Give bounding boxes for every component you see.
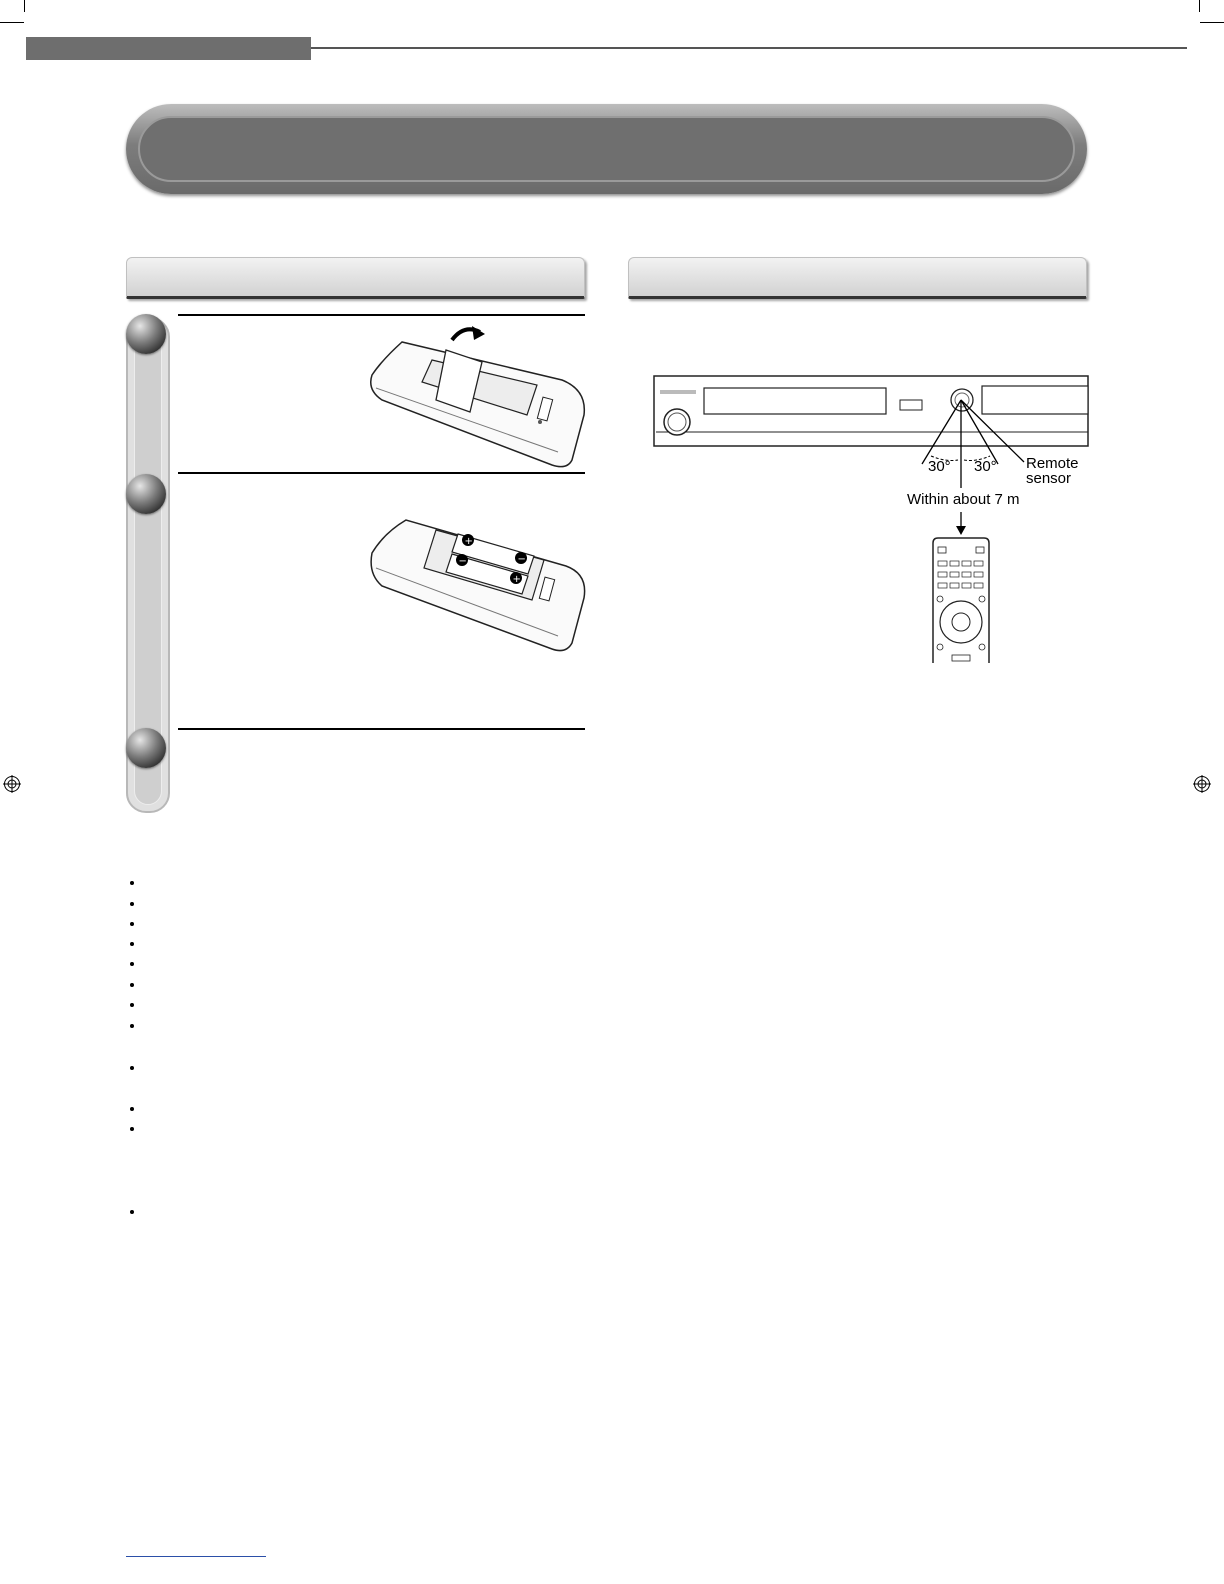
sensor-label-line1: Remote — [1026, 455, 1079, 472]
step-1-rule — [178, 314, 585, 316]
registration-mark-icon — [3, 775, 21, 793]
header-rule — [311, 47, 1187, 49]
step-3-rule — [178, 728, 585, 730]
section-header-operating-range — [628, 257, 1087, 299]
svg-text:+: + — [464, 536, 473, 547]
angle-label-right: 30° — [974, 458, 997, 475]
crop-mark — [24, 0, 25, 12]
footer-link-rule — [126, 1556, 266, 1557]
step-2-rule — [178, 472, 585, 474]
list-bullet — [130, 1066, 134, 1070]
list-bullet — [130, 962, 134, 966]
list-bullet — [130, 1024, 134, 1028]
step-3-marker — [126, 728, 166, 768]
list-bullet — [130, 1127, 134, 1131]
svg-text:−: − — [458, 556, 467, 567]
svg-text:−: − — [517, 554, 526, 565]
list-bullet — [130, 922, 134, 926]
step-1-marker — [126, 314, 166, 354]
page-title-banner — [126, 104, 1087, 194]
crop-mark — [0, 22, 24, 23]
page-title-banner-inner — [138, 116, 1075, 182]
list-bullet — [130, 902, 134, 906]
list-bullet — [130, 983, 134, 987]
remote-control-illustration — [930, 537, 992, 663]
step-2-marker — [126, 474, 166, 514]
remote-battery-cover-illustration — [362, 320, 588, 470]
svg-text:+: + — [512, 574, 521, 585]
list-bullet — [130, 1107, 134, 1111]
crop-mark — [1199, 0, 1200, 12]
distance-arrow-icon — [955, 512, 967, 536]
sensor-label-line2: sensor — [1026, 470, 1072, 487]
distance-label: Within about 7 m — [907, 491, 1020, 508]
list-bullet — [130, 1003, 134, 1007]
list-bullet — [130, 881, 134, 885]
list-bullet — [130, 1210, 134, 1214]
registration-mark-icon — [1193, 775, 1211, 793]
remote-batteries-illustration — [366, 508, 588, 658]
dvd-player-front-illustration — [650, 370, 1090, 515]
crop-mark — [1200, 22, 1224, 23]
section-header-batteries — [126, 257, 585, 299]
angle-label-left: 30° — [928, 458, 951, 475]
header-tab — [26, 37, 311, 60]
list-bullet — [130, 942, 134, 946]
